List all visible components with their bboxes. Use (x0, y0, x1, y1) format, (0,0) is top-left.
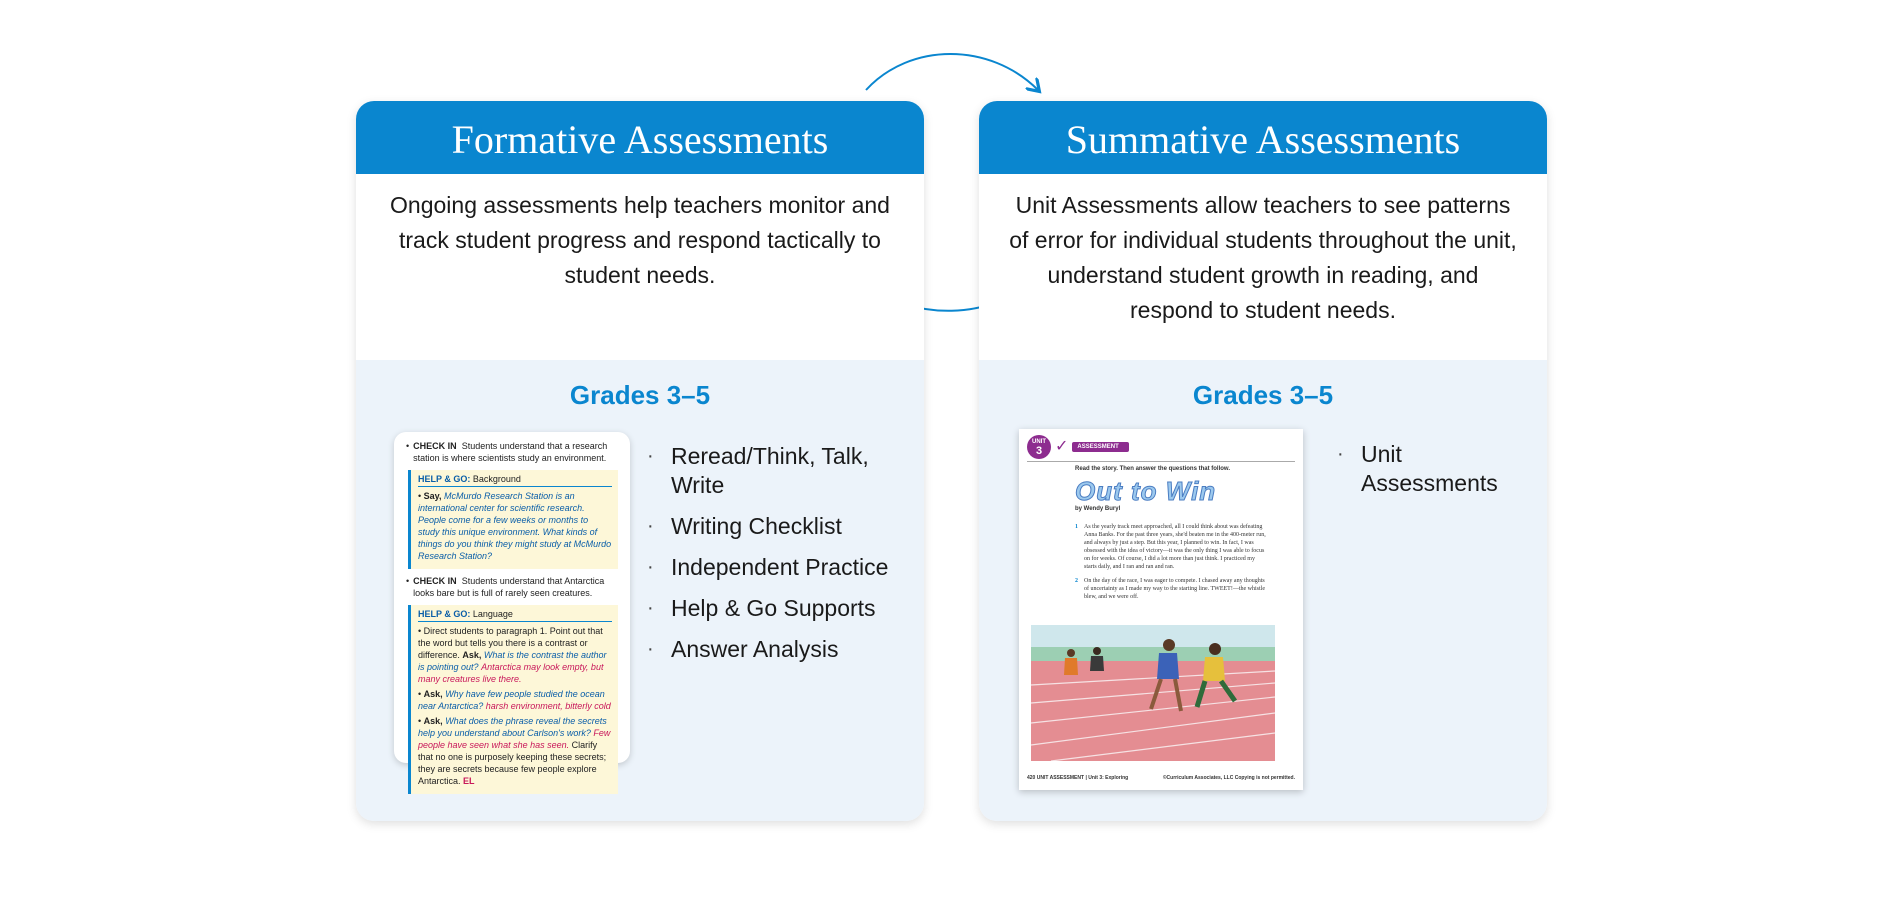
card-examples-panel (979, 360, 1547, 821)
formative-list (647, 442, 917, 676)
top-cycle-arrow (866, 54, 1038, 90)
grades-label: Grades 3–5 (569, 380, 711, 410)
instruction: Read the story. Then answer the questions that follow. (1075, 466, 1231, 472)
help-and-go-background: HELP & GO: Background • Say, McMurdo Research Station is an international center for scientific research. People come for a few weeks or months to study this unique environment. What kinds of things do you think they might study at McMurdo Research Station? (408, 470, 618, 569)
formative-assessments-card (356, 101, 924, 821)
unit-badge: UNIT 3 (1027, 435, 1051, 459)
card-title: Summative Assessments (979, 101, 1547, 174)
list-item: · Writing Checklist (647, 512, 917, 541)
teacher-guide-sample (394, 432, 630, 786)
check-in-1: • CHECK IN Students understand that a research station is where scientists study an environment. (406, 441, 608, 463)
card-title: Formative Assessments (356, 101, 924, 174)
story-title: Out to Win (1075, 476, 1217, 506)
story-paragraph: 1 As the yearly track meet approached, all I could think about was defeating Anna Banks. For the past three years, she'd beaten me in the 400-meter run, and always by just a step. But this year, I planned to win. In fact, I was obsessed with the idea of victory—it was the only thing I was able to focus on for weeks. Of course, I did a lot more than just think. I practiced my starts daily, and I ran and ran and ran. (1075, 524, 1266, 570)
list-item: · Reread/Think, Talk, Write (647, 442, 917, 500)
story-paragraph: 2 On the day of the race, I was eager to compete. I chased away any thoughts of uncertainty as I made my way to the starting line. TWEET!—the whistle blew, and we were off. (1075, 578, 1266, 600)
list-item: · Unit Assessments (1337, 440, 1537, 498)
summative-list (1337, 440, 1537, 510)
list-item: · Help & Go Supports (647, 594, 917, 623)
check-in-2: • CHECK IN Students understand that Antarctica looks bare but is full of rarely seen creatures. (406, 576, 605, 598)
card-examples-panel (356, 360, 924, 821)
grades-label: Grades 3–5 (1192, 380, 1334, 410)
assessment-header (1027, 435, 1295, 462)
page-footer: 420 UNIT ASSESSMENT | Unit 3: Exploring ©Curriculum Associates, LLC Copying is not permitted. (1027, 775, 1295, 781)
assessment-label: ASSESSMENT (1072, 442, 1128, 452)
help-and-go-language: HELP & GO: Language • Direct students to paragraph 1. Point out that the word but tells you there is a contrast or difference. Ask, What is the contrast the author is pointing out? Antarctica may look empty, but many creatures live there. • Ask, Why have few people studied the ocean near Antarctica? harsh environment, bitterly cold • Ask, What does the phrase reveal the secrets help you understand about Carlson's work? Few people have seen what she has seen. Clarify that no one is purposely keeping these secrets; they are secrets because few people explore Antarctica. EL (408, 605, 618, 794)
list-item: · Answer Analysis (647, 635, 917, 664)
story-author: by Wendy Buryl (1075, 506, 1121, 512)
list-item: · Independent Practice (647, 553, 917, 582)
unit-assessment-sample (1019, 429, 1303, 790)
summative-assessments-card (979, 101, 1547, 821)
track-race-illustration (1031, 625, 1275, 761)
card-description: Unit Assessments allow teachers to see patterns of error for individual students throughout the unit, understand student growth in reading, and respond to student needs. (1009, 192, 1517, 323)
checkmark-icon: ✓ (1055, 438, 1069, 455)
card-description: Ongoing assessments help teachers monitor and track student progress and respond tactically to student needs. (390, 192, 890, 288)
